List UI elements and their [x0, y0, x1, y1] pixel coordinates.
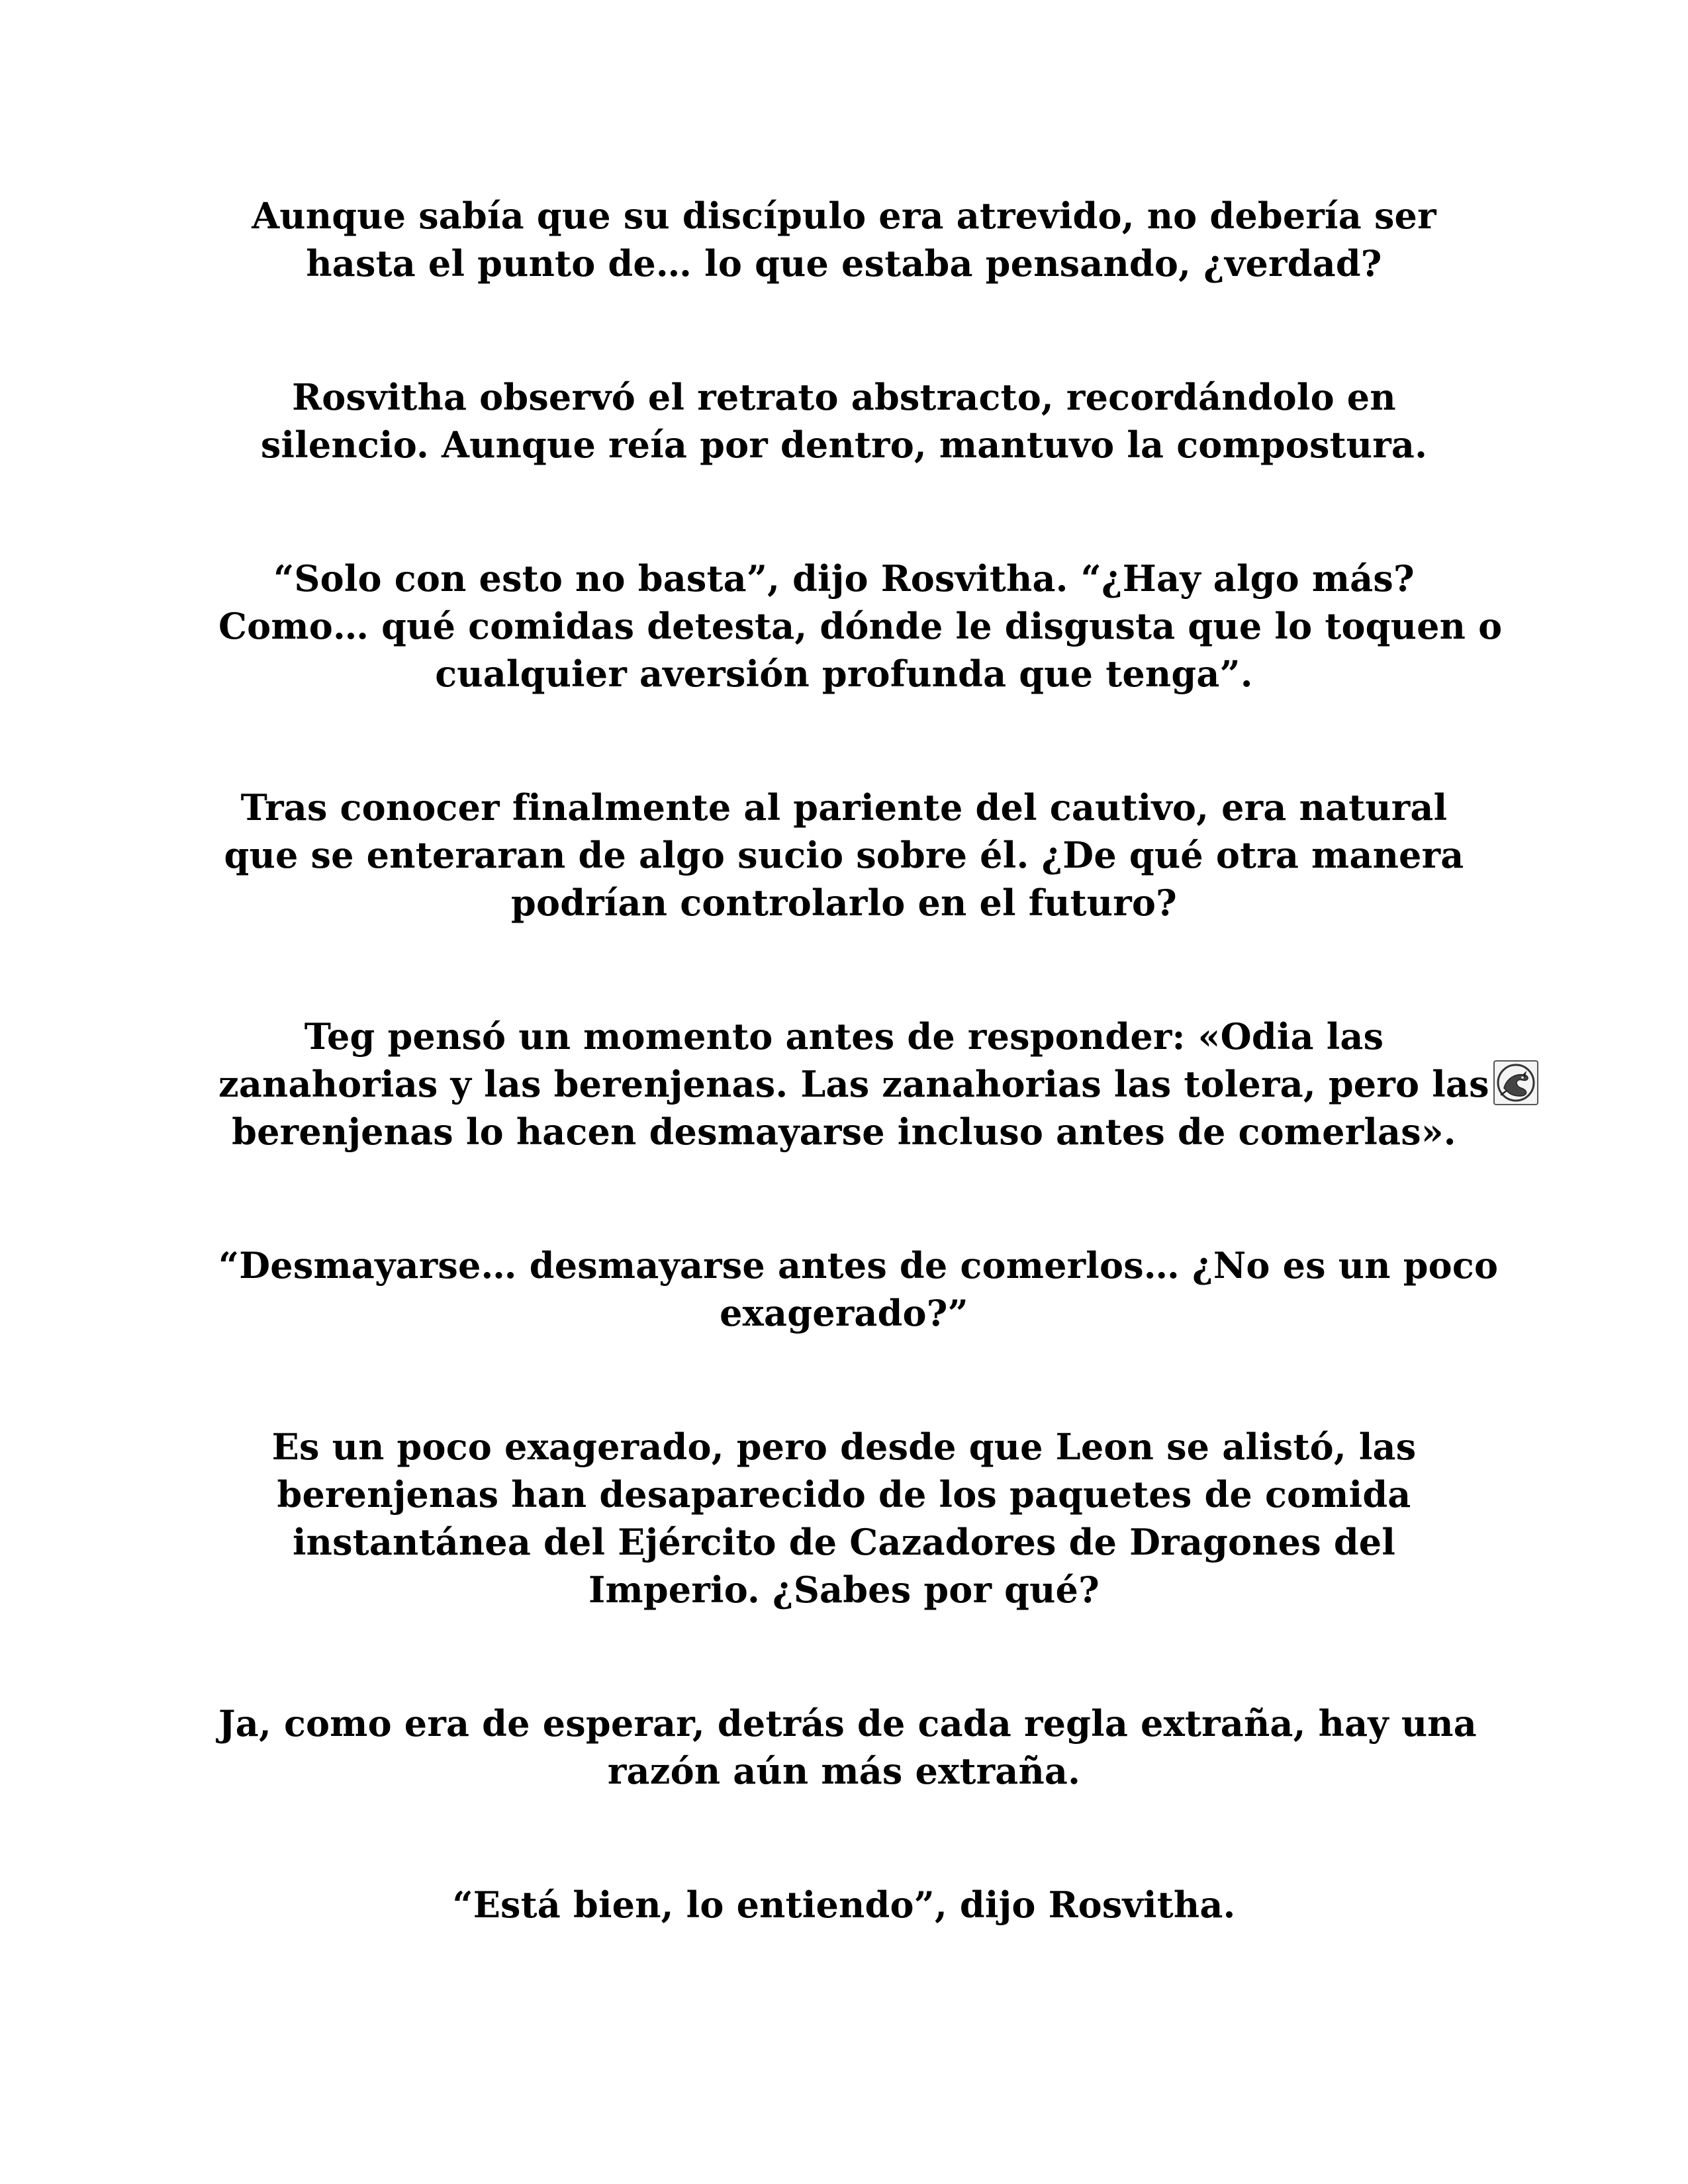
paragraph-2 [218, 373, 1470, 469]
paragraph-line: “Solo con esto no basta”, dijo Rosvitha. “¿Hay algo más? [273, 557, 1415, 600]
paragraph-line: podrían controlarlo en el futuro? [511, 882, 1177, 924]
paragraph-line: Es un poco exagerado, pero desde que Leon se alistó, las [271, 1426, 1417, 1468]
paragraph-line: cualquier aversión profunda que tenga”. [435, 653, 1253, 695]
paragraph-4 [218, 784, 1470, 927]
paragraph-line: razón aún más extraña. [607, 1750, 1081, 1792]
paragraph-3 [218, 555, 1503, 698]
paragraph-line: “Desmayarse… desmayarse antes de comerlos… ¿No es un poco [218, 1244, 1499, 1287]
paragraph-line: exagerado?” [720, 1292, 968, 1334]
paragraph-line: berenjenas han desaparecido de los paquetes de comida [277, 1473, 1411, 1516]
paragraph-line: “Está bien, lo entiendo”, dijo Rosvitha. [452, 1884, 1236, 1926]
paragraph-line: Tras conocer finalmente al pariente del cautivo, era natural [240, 786, 1448, 829]
paragraph-line: Rosvitha observó el retrato abstracto, recordándolo en [292, 376, 1396, 418]
paragraph-line: berenjenas lo hacen desmayarse incluso antes de comerlas». [232, 1111, 1456, 1153]
paragraph-1 [218, 192, 1470, 287]
paragraph-7 [218, 1423, 1470, 1614]
paragraph-9 [218, 1881, 1470, 1929]
text-column [218, 192, 1503, 2015]
dragon-emblem-icon [1493, 1060, 1538, 1105]
paragraph-line: silencio. Aunque reía por dentro, mantuvo la compostura. [260, 424, 1428, 466]
paragraph-line: instantánea del Ejército de Cazadores de Dragones del [292, 1521, 1396, 1563]
paragraph-line: Imperio. ¿Sabes por qué? [588, 1569, 1100, 1611]
paragraph-line: que se enteraran de algo sucio sobre él. ¿De qué otra manera [224, 834, 1464, 876]
paragraph-line: Ja, como era de esperar, detrás de cada regla extraña, hay una [218, 1702, 1477, 1745]
paragraph-line: Aunque sabía que su discípulo era atrevido, no debería ser [252, 195, 1436, 237]
paragraph-line: Como… qué comidas detesta, dónde le disgusta que lo toquen o [218, 605, 1503, 647]
paragraph-line: zanahorias y las berenjenas. Las zanahorias las tolera, pero las [218, 1063, 1489, 1105]
paragraph-8 [218, 1700, 1477, 1795]
paragraph-line: Teg pensó un momento antes de responder: «Odia las [304, 1015, 1384, 1058]
paragraph-6 [218, 1242, 1499, 1337]
paragraph-5 [218, 1013, 1489, 1156]
dragon-emblem-icon-graphic [1495, 1062, 1537, 1104]
paragraph-line: hasta el punto de… lo que estaba pensando, ¿verdad? [306, 242, 1382, 285]
